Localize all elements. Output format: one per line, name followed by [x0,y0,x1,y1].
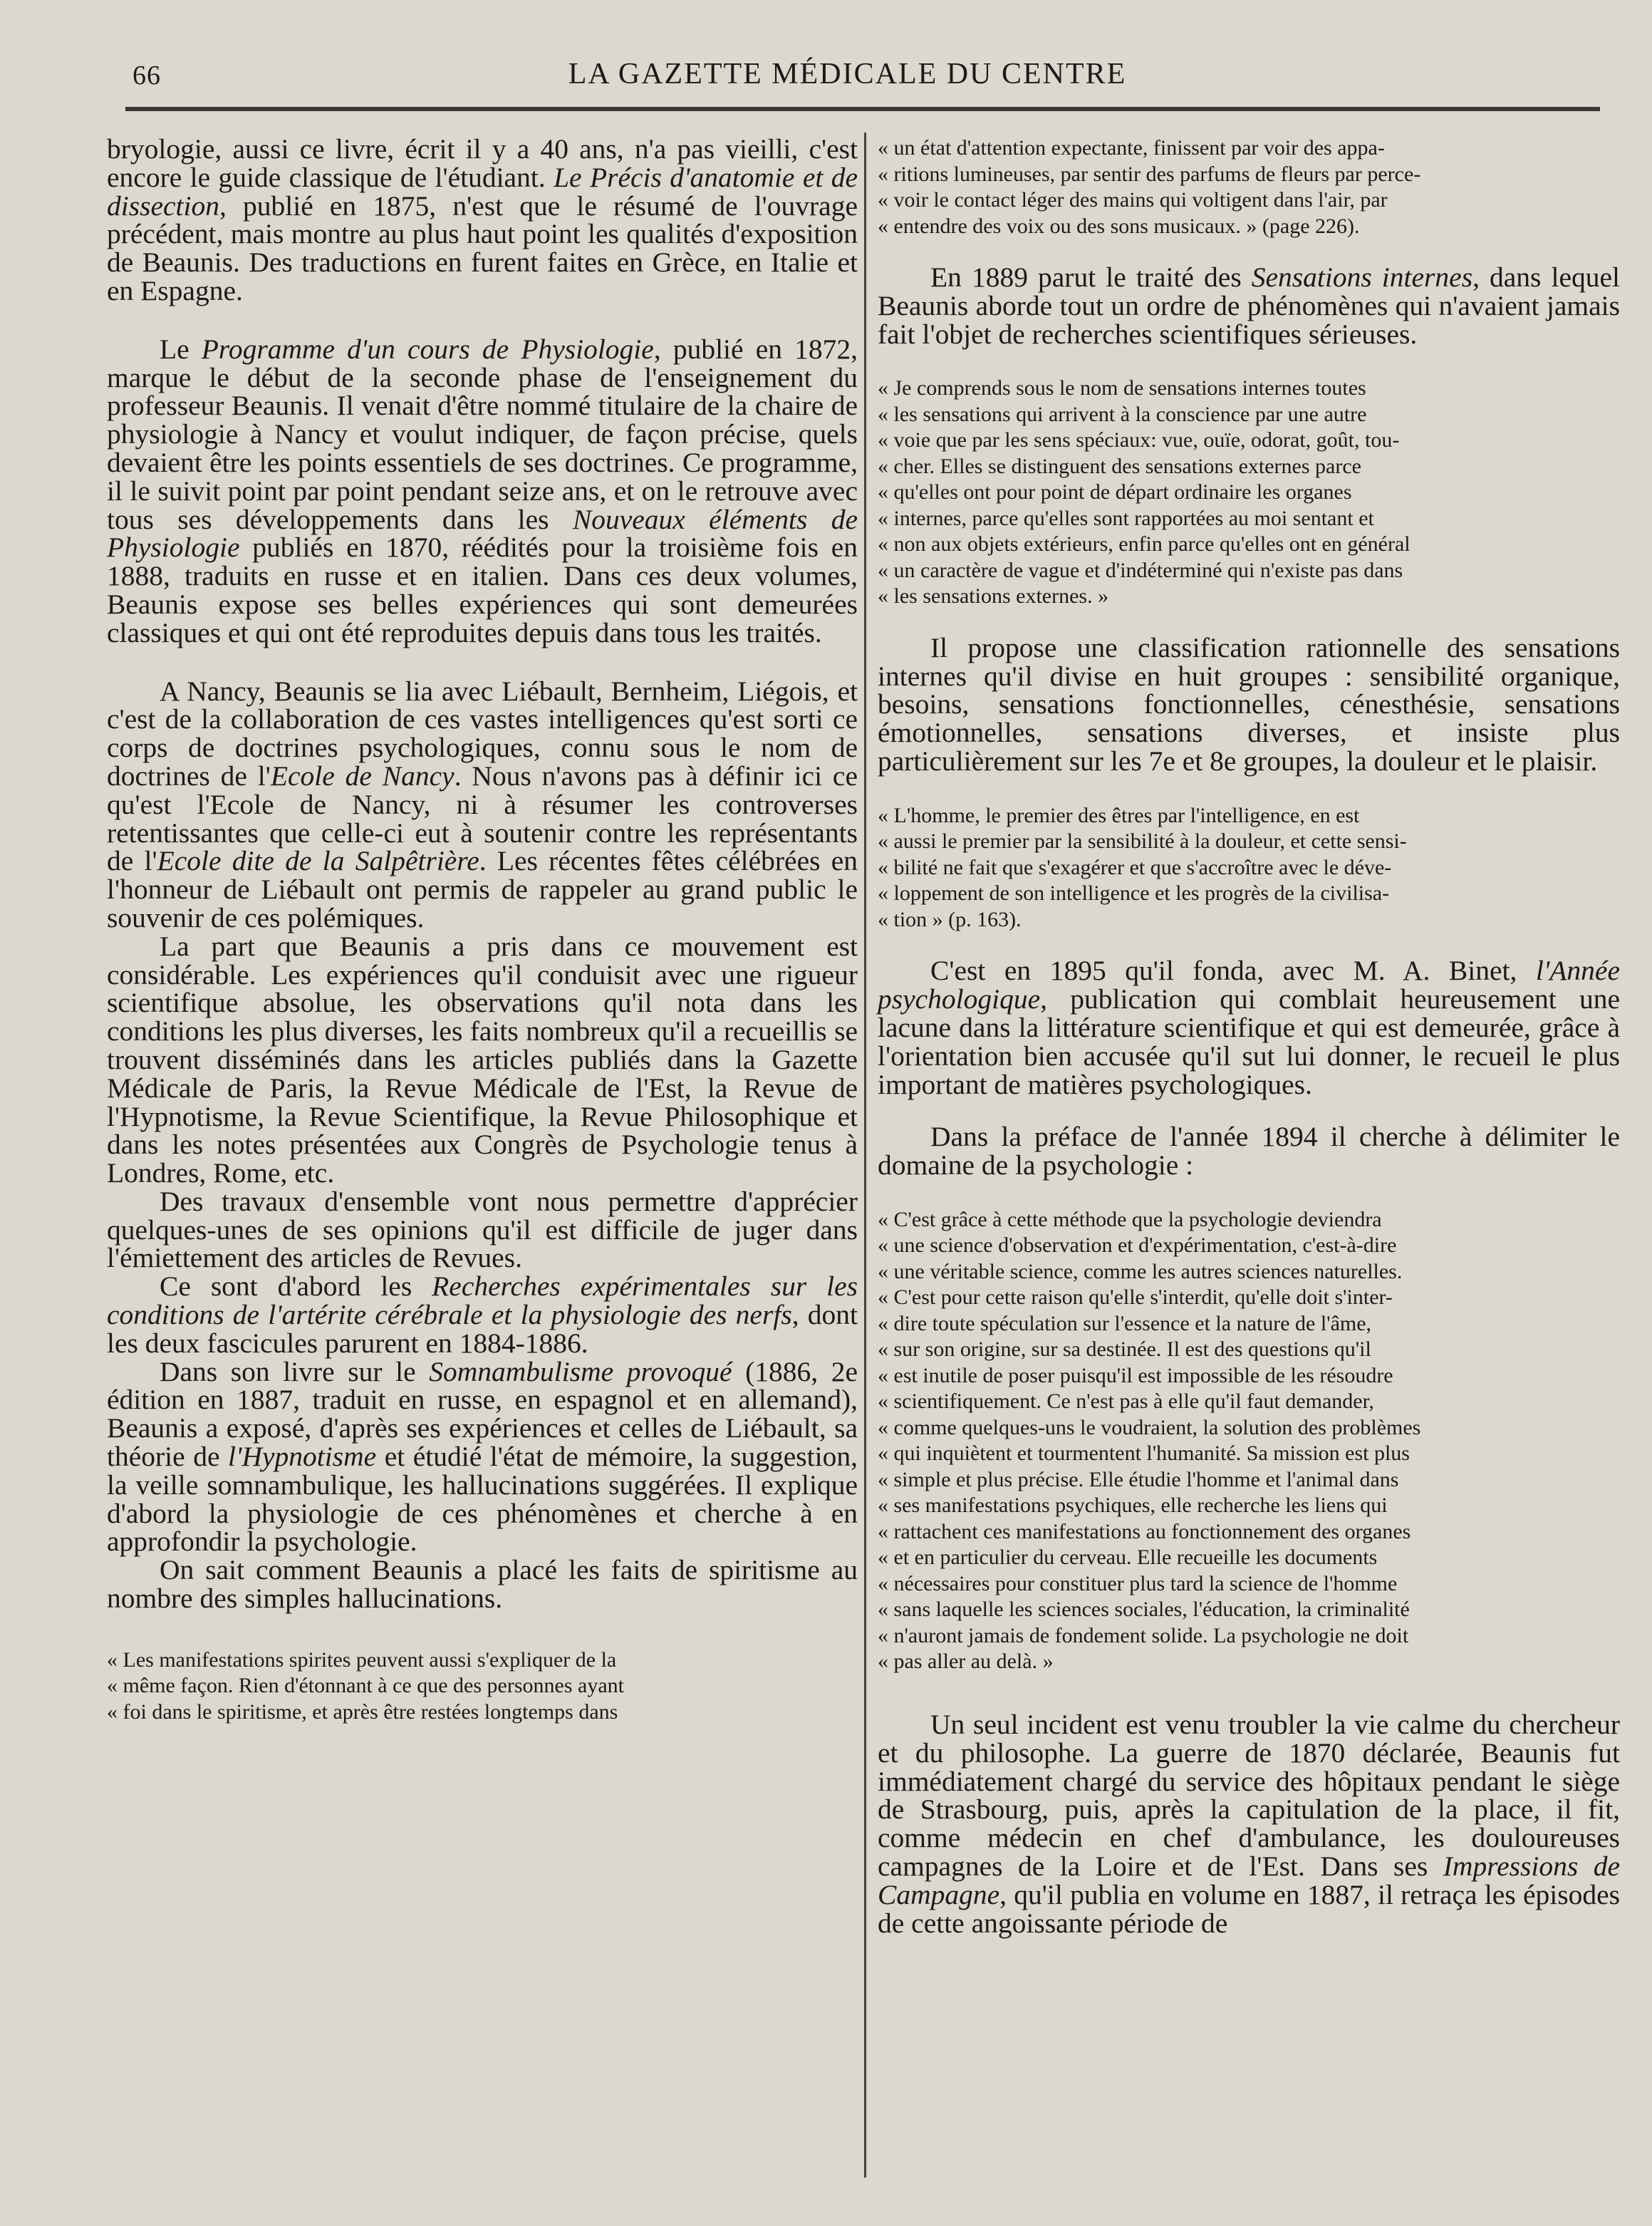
text-run: , publication qui comblait heureusement une lacune dans la littérature scientifique et qui est demeurée, grâce à l'orientation bien accusée qu'il sut lui donner, le recueil le plus important de matières psychologiques. [878,983,1620,1100]
text-run: A Nancy, Beaunis se lia avec Liébault, Bernheim, Liégois, et c'est de la collaboration de ces vastes intelligences qu'est sorti ce corps de doctrines psychologiques, connu sous le nom de doctrines de l' [107,675,858,792]
left-column [107,135,858,1725]
text-run: (1886, 2e édition en 1887, traduit en russe, en espagnol et en allemand), Beaunis a exposé, d'après ses expériences et celles de Liébault, sa théorie de [107,1355,858,1473]
right-paragraph-3 [878,957,1620,1099]
quote-line: « scientifiquement. Ce n'est pas à elle qu'il faut demander, [878,1389,1374,1414]
quote-line: « les sensations qui arrivent à la conscience par une autre [878,402,1367,426]
book-title: Impressions de Campagne [878,1850,1620,1910]
quote-line: « entendre des voix ou des sons musicaux. » (page 226). [878,214,1360,238]
quote-line: « les sensations externes. » [878,584,1109,609]
text-run: Le [160,333,202,365]
text-run: Un seul incident est venu troubler la vie calme du chercheur et du philosophe. La guerre de 1870 déclarée, Beaunis fut immédiatement chargé du service des hôpitaux pendant le siège de Strasbourg, puis, après la capitulation de la place, il fit, comme médecin en chef d'ambulance, les douloureuses campagnes de la Loire et de l'Est. Dans ses [878,1708,1620,1882]
quote-line: « rattachent ces manifestations au fonctionnement des organes [878,1519,1411,1543]
quote-line: « qu'elles ont pour point de départ ordinaire les organes [878,480,1352,504]
left-paragraph-7 [107,1355,858,1558]
left-paragraph-2 [107,333,858,648]
quote-line: « qui inquiètent et tourmentent l'humanité. Sa mission est plus [878,1441,1410,1466]
quote-line: « L'homme, le premier des êtres par l'intelligence, en est [878,803,1360,827]
text-run: Ce sont d'abord les [160,1270,432,1303]
book-title: Programme d'un cours de Physiologie [201,333,654,365]
journal-title: l'Année psychologique [878,955,1620,1015]
quote-spiritism [107,1647,858,1726]
text-run: C'est en 1895 qu'il fonda, avec M. A. Binet, [930,955,1536,987]
quote-line: « cher. Elles se distinguent des sensations externes parce [878,454,1361,478]
quote-line: « internes, parce qu'elles sont rapportées au moi sentant et [878,506,1374,530]
school-name: Ecole de Nancy [270,760,454,792]
quote-line: « dire toute spéculation sur l'essence et la nature de l'âme, [878,1311,1372,1335]
quote-line: « ses manifestations psychiques, elle recherche les liens qui [878,1494,1388,1518]
text-run: . Nous n'avons pas à définir ici ce qu'est l'Ecole de Nancy, ni à résumer les controverses retentissantes que celle-ci eut à soutenir contre les représentants de l' [107,760,858,877]
quote-line: « même façon. Rien d'étonnant à ce que des personnes ayant [107,1674,624,1698]
left-paragraph-4: La part que Beaunis a pris dans ce mouvement est considérable. Les expériences qu'il conduisit avec une rigueur scientifique absolue, les observations qu'il nota dans les conditions les plus diverses, les faits nombreux qu'il a recueillis se trouvent disséminés dans les articles publiés dans la Gazette Médicale de Paris, la Revue Médicale de l'Est, la Revue de l'Hypnotisme, la Revue Scientifique, la Revue Philosophique et dans les notes présentées aux Congrès de Psychologie tenus à Londres, Rome, etc. [107,930,858,1189]
text-run: , publié en 1875, n'est que le résumé de l'ouvrage précédent, mais montre au plus haut point les qualités d'exposition de Beaunis. Des traductions en furent faites en Grèce, en Italie et en Espagne. [107,190,858,306]
quote-sensations-internes [878,376,1620,610]
left-paragraph-8: On sait comment Beaunis a placé les faits de spiritisme au nombre des simples hallucinations. [107,1554,858,1615]
text-run: , qu'il publia en volume en 1887, il retraça les épisodes de cette angoissante période de [878,1878,1620,1939]
quote-line: « une véritable science, comme les autres sciences naturelles. [878,1259,1403,1283]
quote-line: « voir le contact léger des mains qui voltigent dans l'air, par [878,188,1388,212]
quote-line: « ritions lumineuses, par sentir des parfums de fleurs par perce- [878,162,1421,186]
text-run: . Les récentes fêtes célébrées en l'honneur de Liébault ont permis de rappeler au grand public le souvenir de ces polémiques. [107,845,858,933]
right-paragraph-4: Dans la préface de l'année 1894 il cherche à délimiter le domaine de la psychologie : [878,1121,1620,1181]
quote-line: « nécessaires pour constituer plus tard la science de l'homme [878,1571,1398,1595]
quote-line: « sans laquelle les sciences sociales, l'éducation, la criminalité [878,1598,1410,1622]
quote-line: « Je comprends sous le nom de sensations internes toutes [878,376,1366,400]
left-paragraph-1 [107,135,858,306]
page-number: 66 [133,61,161,90]
right-paragraph-2: Il propose une classification rationnelle des sensations internes qu'il divise en huit groupes : sensibilité organique, besoins, sensations fonctionnelles, cénesthésie, sensations émotionnelles, sensations diverses, et insiste plus particulièrement sur les 7e et 8e groupes, la douleur et le plaisir. [878,631,1620,777]
text-run: Dans son livre sur le [160,1355,430,1387]
quote-spiritism-continued [878,135,1620,239]
quote-line: « loppement de son intelligence et les progrès de la civilisa- [878,881,1390,906]
quote-line: « Les manifestations spirites peuvent aussi s'expliquer de la [107,1647,617,1672]
running-title: LA GAZETTE MÉDICALE DU CENTRE [568,58,1127,90]
book-title: l'Hypnotisme [228,1441,377,1473]
quote-line: « foi dans le spiritisme, et après être restées longtemps dans [107,1699,618,1724]
quote-line: « non aux objets extérieurs, enfin parce qu'elles ont en général [878,532,1411,556]
quote-line: « aussi le premier par la sensibilité à la douleur, et cette sensi- [878,829,1407,854]
text-run: , dont les deux fascicules parurent en 1884-1886. [107,1299,858,1359]
book-title: Sensations internes [1251,262,1473,293]
book-title: Nouveaux éléments de Physiologie [107,503,858,564]
quote-line: « C'est grâce à cette méthode que la psychologie deviendra [878,1207,1382,1231]
quote-line: « tion » (p. 163). [878,907,1022,931]
left-paragraph-5: Des travaux d'ensemble vont nous permettre d'apprécier quelques-unes de ses opinions qu'il est difficile de juger dans l'émiettement des articles de Revues. [107,1185,858,1274]
book-title: Le Précis d'anatomie et de dissection [107,161,858,222]
quote-line: « simple et plus précise. Elle étudie l'homme et l'animal dans [878,1467,1399,1491]
quote-line: « comme quelques-uns le voudraient, la solution des problèmes [878,1415,1421,1439]
quote-line: « sur son origine, sur sa destinée. Il est des questions qu'il [878,1337,1371,1362]
header-rule [125,107,1600,111]
text-run: et étudié l'état de mémoire, la suggestion, la veille somnambulique, les hallucinations suggérées. Il explique d'abord la physiologie de ces phénomènes et cherche à en approfondir la psychologie. [107,1441,858,1558]
text-run: , publié en 1872, marque le début de la seconde phase de l'enseignement du professeur Beaunis. Il venait d'être nommé titulaire de la chaire de physiologie à Nancy et voulut indiquer, de façon précise, quels devaient être les points essentiels de ses doctrines. Ce programme, il le suivit point par point pendant seize ans, et on le retrouve avec tous ses développements dans les [107,333,858,535]
quote-psychologie [878,1207,1620,1675]
column-rule [864,133,866,2178]
right-paragraph-5 [878,1708,1620,1939]
right-paragraph-1 [878,264,1620,348]
book-title: Recherches expérimentales sur les conditions de l'artérite cérébrale et la physiologie des nerfs [107,1270,858,1331]
left-paragraph-6 [107,1270,858,1359]
text-run: , dans lequel Beaunis aborde tout un ordre de phénomènes qui n'avaient jamais fait l'objet de recherches scientifiques sérieuses. [878,262,1621,350]
quote-line: « une science d'observation et d'expérimentation, c'est-à-dire [878,1233,1397,1258]
quote-homme [878,803,1620,933]
quote-line: « bilité ne fait que s'exagérer et que s'accroître avec le déve- [878,855,1392,879]
quote-line: « est inutile de poser puisqu'il est impossible de les résoudre [878,1363,1393,1387]
school-name: Ecole dite de la Salpêtrière [157,845,479,877]
quote-line: « pas aller au delà. » [878,1650,1054,1674]
left-paragraph-3 [107,675,858,933]
text-run: bryologie, aussi ce livre, écrit il y a 40 ans, n'a pas vieilli, c'est encore le guide classique de l'étudiant. [107,133,858,193]
right-column [878,135,1620,1937]
text-run: publiés en 1870, réédités pour la troisième fois en 1888, traduits en russe et en italien. Dans ces deux volumes, Beaunis expose ses belles expériences qui sont demeurées classiques et qui ont été reproduites depuis dans tous les traités. [107,532,858,648]
quote-line: « et en particulier du cerveau. Elle recueille les documents [878,1546,1378,1570]
book-title: Somnambulisme provoqué [429,1355,732,1387]
quote-line: « un état d'attention expectante, finissent par voir des appa- [878,136,1385,160]
quote-line: « voie que par les sens spéciaux: vue, ouïe, odorat, goût, tou- [878,428,1400,452]
quote-line: « n'auront jamais de fondement solide. La psychologie ne doit [878,1623,1409,1647]
text-run: En 1889 parut le traité des [930,262,1252,293]
quote-line: « C'est pour cette raison qu'elle s'interdit, qu'elle doit s'inter- [878,1285,1393,1310]
quote-line: « un caractère de vague et d'indéterminé qui n'existe pas dans [878,558,1403,582]
